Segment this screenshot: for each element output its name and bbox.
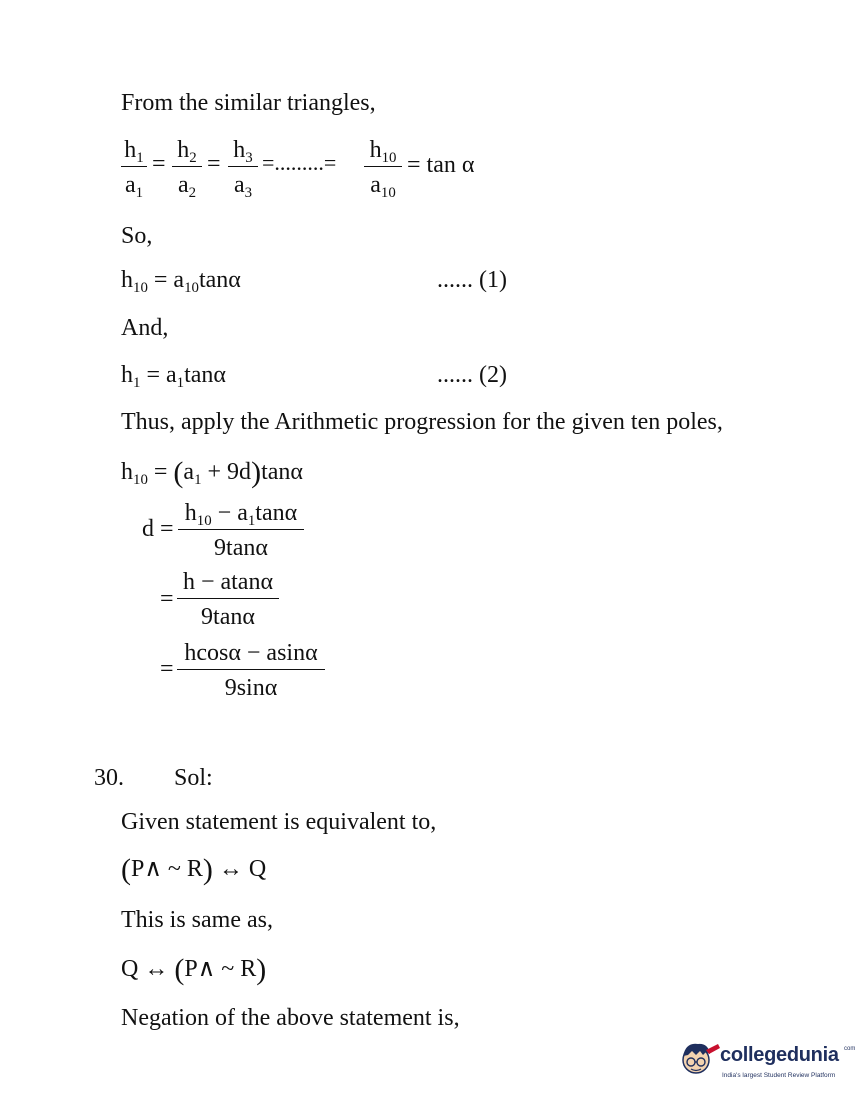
ratio-fraction-1: $h_1$ $a_1$ xyxy=(121,138,147,197)
equals-sign: = xyxy=(160,586,174,612)
para-given: Given statement is equivalent to, xyxy=(121,809,437,835)
para-and: And, xyxy=(121,315,169,341)
para-thus: Thus, apply the Arithmetic progression for the given ten poles, xyxy=(121,409,723,435)
expression-1: (P∧ ~ R) ↔ Q xyxy=(121,853,267,886)
para-so: So, xyxy=(121,223,153,249)
d-label: d = xyxy=(142,516,174,542)
equation-2: $h_1 = a_1\tan\alpha$ xyxy=(121,362,226,392)
solution-label: Sol: xyxy=(174,765,213,791)
para-similar-triangles: From the similar triangles, xyxy=(121,90,376,116)
ratio-ellipsis: =.........= xyxy=(262,150,337,175)
equals-sign: = xyxy=(160,656,174,682)
equation-3: $h_{10} = (a_1 + 9d)\tan\alpha$ xyxy=(121,456,303,489)
equation-2-tag: ...... (2) xyxy=(437,362,507,388)
expression-2: Q ↔ (P∧ ~ R) xyxy=(121,953,267,986)
ratio-fraction-10: $h_{10}$ $a_{10}$ xyxy=(364,138,402,197)
question-number: 30. xyxy=(94,765,124,791)
ratio-rhs: = tan α xyxy=(407,152,475,178)
logo-name: collegedunia xyxy=(720,1044,839,1066)
d-fraction-2: h − atanα 9tanα xyxy=(177,570,279,629)
equation-1-tag: ...... (1) xyxy=(437,267,507,293)
d-fraction-3: hcosα − asinα 9sinα xyxy=(177,641,325,700)
ratio-fraction-2: $h_2$ $a_2$ xyxy=(172,138,202,197)
logo-domain-mark: com xyxy=(844,1046,856,1052)
equals-sign: = xyxy=(207,151,221,177)
para-negation: Negation of the above statement is, xyxy=(121,1005,460,1031)
ratio-fraction-3: $h_3$ $a_3$ xyxy=(228,138,258,197)
equation-1: $h_{10} = a_{10}\tan\alpha$ xyxy=(121,267,241,297)
d-fraction-1: $h_{10} - a_1\tan\alpha$ 9tanα xyxy=(178,501,304,560)
para-same: This is same as, xyxy=(121,907,273,933)
logo-tagline: India's largest Student Review Platform xyxy=(722,1072,836,1079)
equals-sign: = xyxy=(152,151,166,177)
